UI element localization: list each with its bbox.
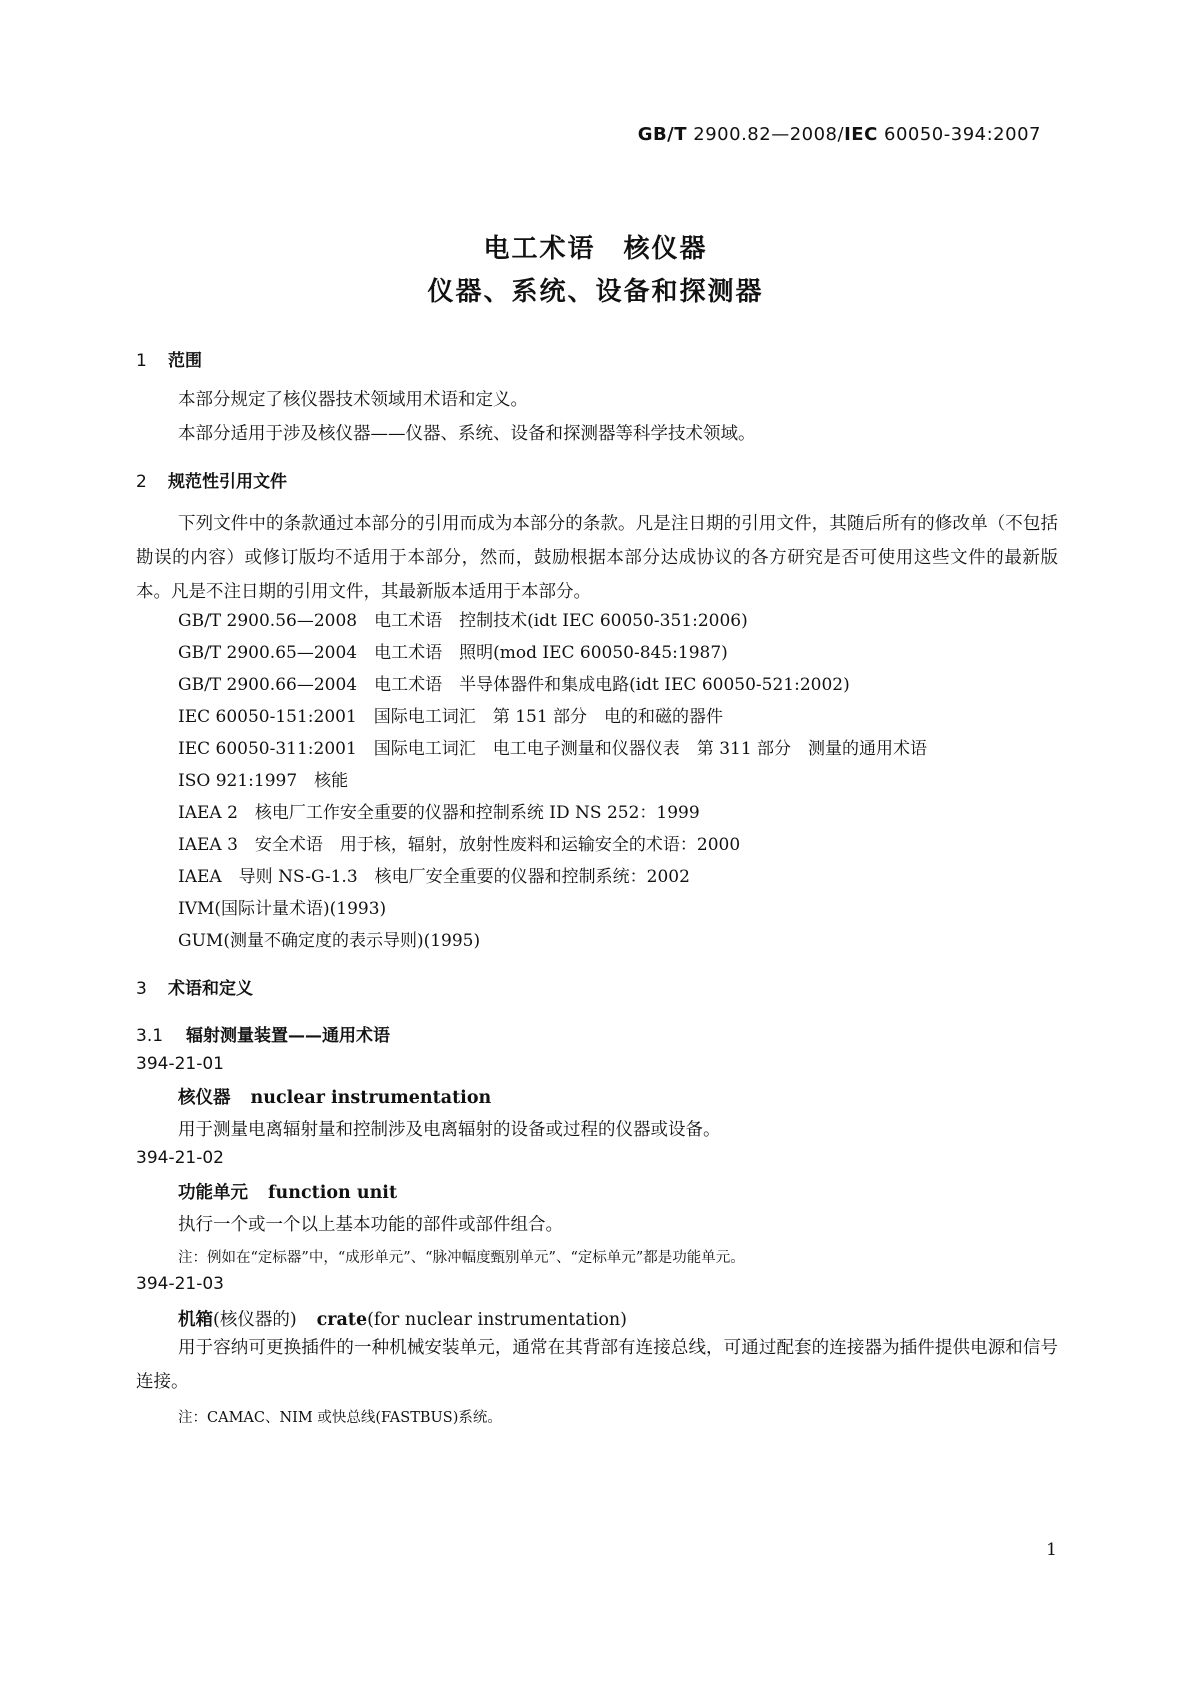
section-3-heading [136,974,253,999]
document-title-line2: 仪器、系统、设备和探测器 [427,277,764,307]
term-code: 394-21-02 [136,1148,224,1168]
term-code: 394-21-01 [136,1054,224,1074]
section-title: 范围 [168,351,202,371]
section-number: 1 [136,351,147,371]
std-code-number: 2900.82—2008/ [687,124,845,145]
term-heading [178,1084,491,1109]
section-1-heading [136,346,202,371]
reference-item: IAEA 导则 NS-G-1.3 核电厂安全重要的仪器和控制系统：2002 [178,867,690,887]
section-title: 规范性引用文件 [168,472,287,492]
term-english-qualifier: (for nuclear instrumentation) [367,1310,627,1330]
reference-item: IAEA 2 核电厂工作安全重要的仪器和控制系统 ID NS 252：1999 [178,803,700,823]
scope-paragraph-1: 本部分规定了核仪器技术领域用术语和定义。 [178,390,528,410]
normative-references-intro: 下列文件中的条款通过本部分的引用而成为本部分的条款。凡是注日期的引用文件，其随后所有的修改单（不包括勘误的内容）或修订版均不适用于本部分，然而，鼓励根据本部分达成协议的各方研究是否可使用这些文件的最新版本。凡是不注日期的引用文件，其最新版本适用于本部分。 [136,514,1058,602]
term-english: function unit [268,1183,398,1203]
reference-item: GB/T 2900.66—2004 电工术语 半导体器件和集成电路(idt IEC 60050-521:2002) [178,675,850,695]
term-english: crate [316,1310,368,1330]
reference-item: GB/T 2900.65—2004 电工术语 照明(mod IEC 60050-845:1987) [178,643,728,663]
reference-item: GB/T 2900.56—2008 电工术语 控制技术(idt IEC 60050-351:2006) [178,611,748,631]
reference-item: IVM(国际计量术语)(1993) [178,899,387,919]
section-number: 3 [136,979,147,999]
reference-item: GUM(测量不确定度的表示导则)(1995) [178,931,481,951]
std-code-prefix: GB/T [637,124,688,145]
term-chinese: 机箱 [178,1310,213,1330]
standard-code [638,124,1041,145]
term-chinese-qualifier: (核仪器的) [213,1310,297,1330]
term-note: 注：CAMAC、NIM 或快总线(FASTBUS)系统。 [178,1410,502,1426]
section-title: 术语和定义 [168,979,253,999]
scope-paragraph-2: 本部分适用于涉及核仪器——仪器、系统、设备和探测器等科学技术领域。 [178,424,756,444]
subsection-title: 辐射测量装置——通用术语 [186,1026,390,1046]
std-code-iec: IEC [844,124,878,145]
page-number: 1 [1046,1540,1057,1560]
term-definition: 执行一个或一个以上基本功能的部件或部件组合。 [178,1215,563,1235]
reference-item: IAEA 3 安全术语 用于核，辐射，放射性废料和运输安全的术语：2000 [178,835,741,855]
term-definition: 用于容纳可更换插件的一种机械安装单元，通常在其背部有连接总线，可通过配套的连接器为插件提供电源和信号连接。 [136,1338,1058,1392]
term-chinese: 核仪器 [178,1088,231,1108]
subsection-3-1-heading [136,1021,390,1046]
subsection-number: 3.1 [136,1026,164,1046]
term-heading [178,1306,627,1331]
term-english: nuclear instrumentation [250,1088,492,1108]
reference-item: IEC 60050-151:2001 国际电工词汇 第 151 部分 电的和磁的器件 [178,707,724,727]
reference-item: ISO 921:1997 核能 [178,771,349,791]
term-code: 394-21-03 [136,1274,224,1294]
term-chinese: 功能单元 [178,1183,248,1203]
section-2-heading [136,467,287,492]
std-code-iec-number: 60050-394:2007 [877,124,1041,145]
section-number: 2 [136,472,147,492]
document-title-line1: 电工术语 核仪器 [483,234,708,264]
term-heading [178,1179,397,1204]
term-definition: 用于测量电离辐射量和控制涉及电离辐射的设备或过程的仪器或设备。 [178,1120,721,1140]
reference-item: IEC 60050-311:2001 国际电工词汇 电工电子测量和仪器仪表 第 311 部分 测量的通用术语 [178,739,928,759]
term-note: 注：例如在“定标器”中，“成形单元”、“脉冲幅度甄别单元”、“定标单元”都是功能单元。 [178,1250,745,1266]
